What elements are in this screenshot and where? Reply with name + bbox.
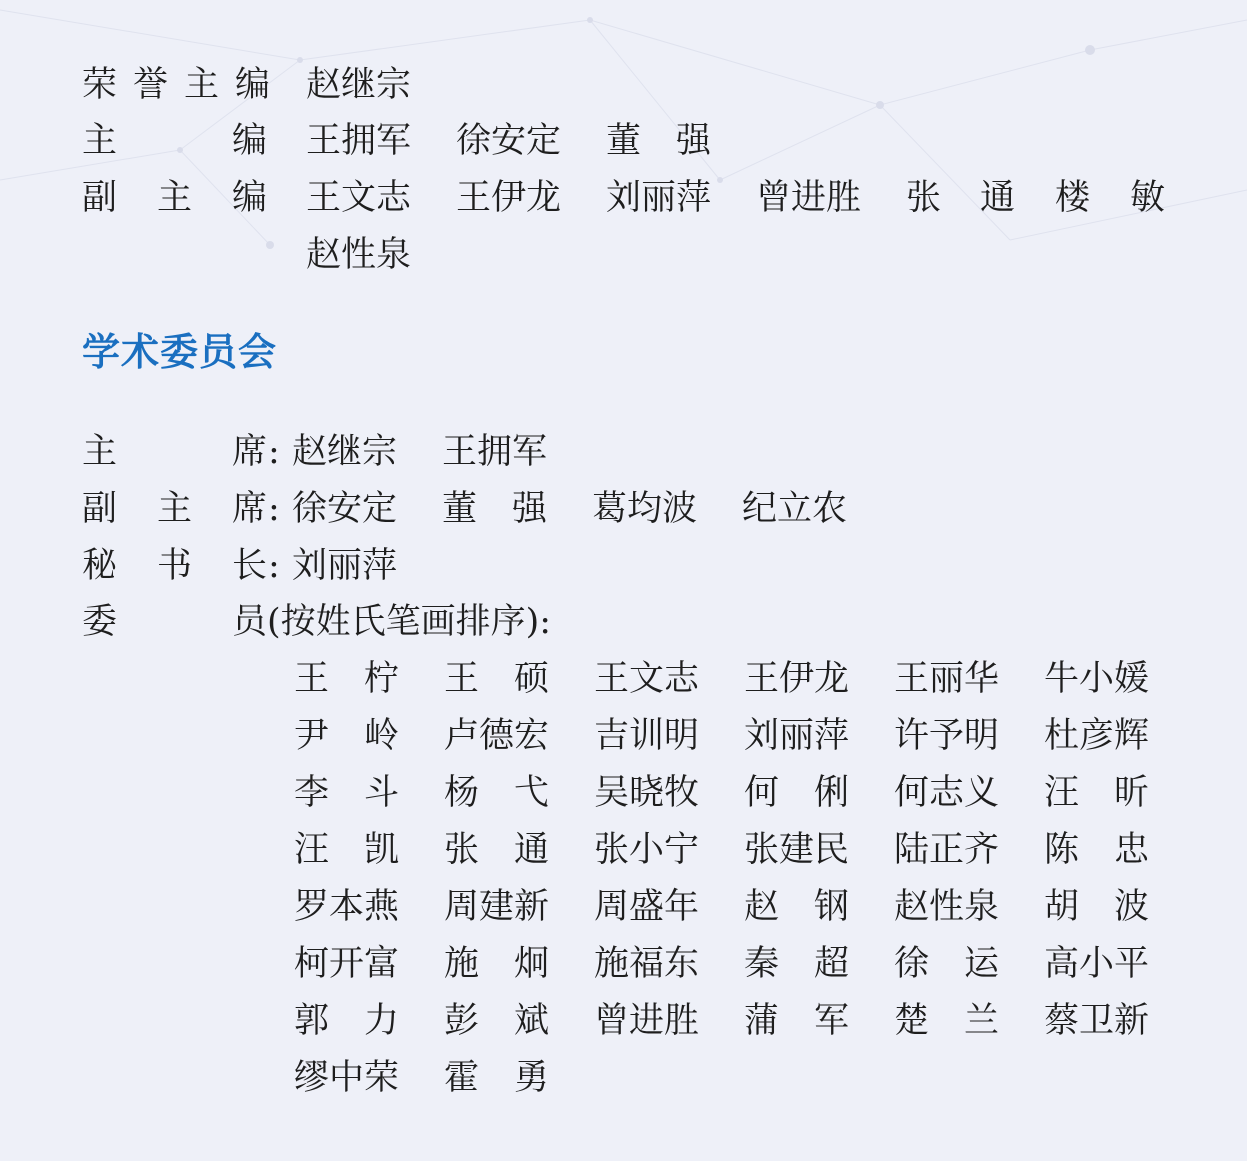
deputy-chief-editor-name: 王文志 <box>306 178 412 218</box>
members-row <box>294 887 1194 927</box>
member-name: 杨 弋 <box>444 773 550 813</box>
deputy-chief-editor-name: 刘丽萍 <box>606 178 712 218</box>
honorary-chief-editor-name: 赵继宗 <box>306 65 412 105</box>
member-name: 缪中荣 <box>294 1058 400 1098</box>
member-name: 牛小媛 <box>1044 659 1150 699</box>
label-char: 秘 <box>82 546 118 586</box>
member-name: 赵 钢 <box>744 887 850 927</box>
members-row <box>294 1058 594 1098</box>
label-char: 副 <box>82 489 118 529</box>
deputy-chief-editor-name: 张 <box>906 178 942 218</box>
vice-chair-name: 葛均波 <box>592 489 698 529</box>
chair-name: 赵继宗 <box>292 432 398 472</box>
member-name: 楚 兰 <box>894 1001 1000 1041</box>
member-name: 许予明 <box>894 716 1000 756</box>
chief-editor-name: 徐安定 <box>456 121 562 161</box>
chief-editor-label <box>82 121 270 161</box>
label-char: 编 <box>232 121 268 161</box>
member-name: 李 斗 <box>294 773 400 813</box>
member-name: 王 柠 <box>294 659 400 699</box>
member-name: 胡 波 <box>1044 887 1150 927</box>
label-char: 书 <box>157 546 193 586</box>
label-char: 主 <box>82 432 118 472</box>
member-name: 霍 勇 <box>444 1058 550 1098</box>
member-name: 吉训明 <box>594 716 700 756</box>
label-char: 誉 <box>132 65 168 105</box>
members-label-char: 委 <box>82 602 118 642</box>
members-row <box>294 659 1194 699</box>
members-row <box>294 773 1194 813</box>
chair-label <box>82 432 292 472</box>
deputy-chief-editor-label <box>82 178 270 218</box>
member-name: 曾进胜 <box>594 1001 700 1041</box>
member-name: 王 硕 <box>444 659 550 699</box>
vice-chair-label <box>82 489 292 529</box>
vice-chair-name: 徐安定 <box>292 489 398 529</box>
member-name: 王伊龙 <box>744 659 850 699</box>
label-char: 编 <box>232 178 268 218</box>
member-name: 高小平 <box>1044 944 1150 984</box>
members-label-rest: 员(按姓氏笔画排序): <box>232 602 552 642</box>
member-name: 柯开富 <box>294 944 400 984</box>
member-name: 何志义 <box>894 773 1000 813</box>
deputy-chief-editor-name: 曾进胜 <box>756 178 862 218</box>
member-name: 郭 力 <box>294 1001 400 1041</box>
label-char: 主 <box>157 489 193 529</box>
member-name: 张 通 <box>444 830 550 870</box>
secretary-general-label <box>82 546 292 586</box>
label-char: 荣 <box>82 65 118 105</box>
member-name: 汪 昕 <box>1044 773 1150 813</box>
member-name: 卢德宏 <box>444 716 550 756</box>
members-row <box>294 716 1194 756</box>
member-name: 尹 岭 <box>294 716 400 756</box>
label-char: 主 <box>183 65 219 105</box>
member-name: 周建新 <box>444 887 550 927</box>
label-colon: : <box>268 546 280 586</box>
member-name: 徐 运 <box>894 944 1000 984</box>
secretary-general-name: 刘丽萍 <box>292 546 398 586</box>
deputy-chief-editor-name: 楼 <box>1055 178 1091 218</box>
label-colon: : <box>268 489 280 529</box>
member-name: 施福东 <box>594 944 700 984</box>
label-char: 席 <box>232 432 268 472</box>
member-name: 蔡卫新 <box>1044 1001 1150 1041</box>
members-row <box>294 1001 1194 1041</box>
member-name: 杜彦辉 <box>1044 716 1150 756</box>
label-char: 副 <box>82 178 118 218</box>
members-row <box>294 944 1194 984</box>
member-name: 王文志 <box>594 659 700 699</box>
vice-chair-name: 纪立农 <box>742 489 848 529</box>
chief-editor-name: 董 强 <box>606 121 712 161</box>
deputy-chief-editor-name: 王伊龙 <box>456 178 562 218</box>
label-char: 编 <box>234 65 270 105</box>
label-char: 主 <box>82 121 118 161</box>
member-name: 施 炯 <box>444 944 550 984</box>
label-colon: : <box>268 432 280 472</box>
member-name: 周盛年 <box>594 887 700 927</box>
deputy-chief-editor-name: 赵性泉 <box>306 235 412 275</box>
chair-name: 王拥军 <box>442 432 548 472</box>
honorary-chief-editor-label <box>82 65 270 105</box>
member-name: 汪 凯 <box>294 830 400 870</box>
vice-chair-name: 董 强 <box>442 489 548 529</box>
member-name: 彭 斌 <box>444 1001 550 1041</box>
deputy-chief-editor-name: 通 <box>980 178 1016 218</box>
member-name: 罗本燕 <box>294 887 400 927</box>
member-name: 王丽华 <box>894 659 1000 699</box>
member-name: 刘丽萍 <box>744 716 850 756</box>
member-name: 陈 忠 <box>1044 830 1150 870</box>
label-char: 主 <box>157 178 193 218</box>
member-name: 张小宁 <box>594 830 700 870</box>
member-name: 吴晓牧 <box>594 773 700 813</box>
member-name: 张建民 <box>744 830 850 870</box>
label-char: 长 <box>232 546 268 586</box>
member-name: 蒲 军 <box>744 1001 850 1041</box>
committee-title: 学术委员会 <box>82 330 278 374</box>
member-name: 赵性泉 <box>894 887 1000 927</box>
deputy-chief-editor-name: 敏 <box>1130 178 1166 218</box>
member-name: 何 俐 <box>744 773 850 813</box>
member-name: 秦 超 <box>744 944 850 984</box>
member-name: 陆正齐 <box>894 830 1000 870</box>
members-row <box>294 830 1194 870</box>
chief-editor-name: 王拥军 <box>306 121 412 161</box>
label-char: 席 <box>232 489 268 529</box>
